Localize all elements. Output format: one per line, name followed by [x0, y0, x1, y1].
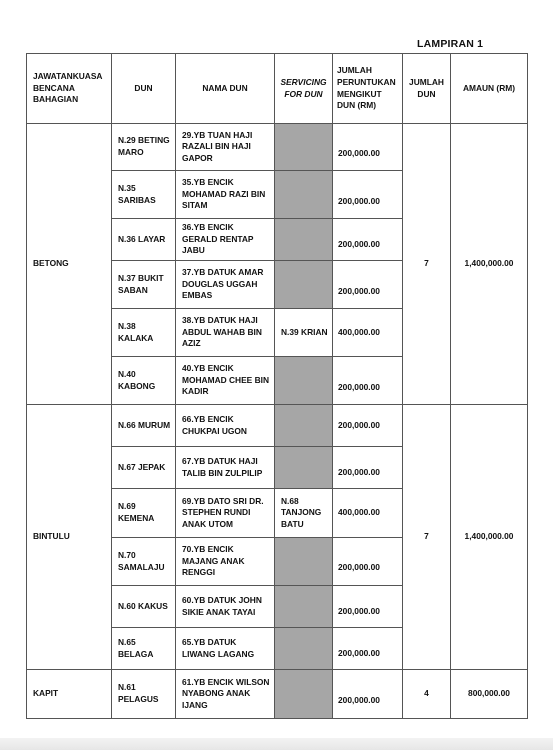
table-row [27, 405, 528, 447]
peruntukan-cell: 400,000.00 [333, 309, 403, 357]
amaun-cell: 1,400,000.00 [451, 124, 528, 405]
servicing-cell [275, 357, 333, 405]
dun-cell: N.38 KALAKA [112, 309, 176, 357]
jumlah-dun-cell: 7 [403, 124, 451, 405]
amaun-cell: 1,400,000.00 [451, 405, 528, 670]
bahagian-cell: KAPIT [27, 670, 112, 719]
peruntukan-cell: 400,000.00 [333, 489, 403, 538]
header-amaun: AMAUN (RM) [451, 54, 528, 124]
peruntukan-cell: 200,000.00 [333, 628, 403, 670]
header-nama-dun: NAMA DUN [176, 54, 275, 124]
nama-dun-cell: 35.YB ENCIK MOHAMAD RAZI BIN SITAM [176, 171, 275, 219]
table-row [27, 670, 528, 719]
jumlah-dun-cell: 7 [403, 405, 451, 670]
servicing-cell [275, 670, 333, 719]
header-jumlah-dun: JUMLAH DUN [403, 54, 451, 124]
dun-cell: N.37 BUKIT SABAN [112, 261, 176, 309]
dun-cell: N.65 BELAGA [112, 628, 176, 670]
nama-dun-cell: 60.YB DATUK JOHN SIKIE ANAK TAYAI [176, 586, 275, 628]
nama-dun-cell: 36.YB ENCIK GERALD RENTAP JABU [176, 219, 275, 261]
allocation-table [26, 53, 528, 719]
peruntukan-cell: 200,000.00 [333, 586, 403, 628]
servicing-cell [275, 261, 333, 309]
header-row [27, 54, 528, 124]
dun-cell: N.61 PELAGUS [112, 670, 176, 719]
servicing-cell [275, 538, 333, 586]
nama-dun-cell: 37.YB DATUK AMAR DOUGLAS UGGAH EMBAS [176, 261, 275, 309]
header-servicing-line1: SERVICING [280, 76, 327, 87]
nama-dun-cell: 65.YB DATUK LIWANG LAGANG [176, 628, 275, 670]
nama-dun-cell: 61.YB ENCIK WILSON NYABONG ANAK IJANG [176, 670, 275, 719]
peruntukan-cell: 200,000.00 [333, 405, 403, 447]
servicing-cell [275, 447, 333, 489]
servicing-cell [275, 171, 333, 219]
peruntukan-cell: 200,000.00 [333, 447, 403, 489]
dun-cell: N.69 KEMENA [112, 489, 176, 538]
servicing-cell [275, 405, 333, 447]
header-jumlah-peruntukan: JUMLAH PERUNTUKAN MENGIKUT DUN (RM) [333, 54, 403, 124]
dun-cell: N.70 SAMALAJU [112, 538, 176, 586]
dun-cell: N.40 KABONG [112, 357, 176, 405]
bahagian-cell: BINTULU [27, 405, 112, 670]
nama-dun-cell: 29.YB TUAN HAJI RAZALI BIN HAJI GAPOR [176, 124, 275, 171]
peruntukan-cell: 200,000.00 [333, 171, 403, 219]
nama-dun-cell: 66.YB ENCIK CHUKPAI UGON [176, 405, 275, 447]
dun-cell: N.29 BETING MARO [112, 124, 176, 171]
page-bottom-edge [0, 738, 553, 750]
header-dun: DUN [112, 54, 176, 124]
dun-cell: N.60 KAKUS [112, 586, 176, 628]
nama-dun-cell: 38.YB DATUK HAJI ABDUL WAHAB BIN AZIZ [176, 309, 275, 357]
nama-dun-cell: 69.YB DATO SRI DR. STEPHEN RUNDI ANAK UTOM [176, 489, 275, 538]
servicing-cell [275, 124, 333, 171]
header-servicing [275, 54, 333, 124]
servicing-cell [275, 586, 333, 628]
amaun-cell: 800,000.00 [451, 670, 528, 719]
nama-dun-cell: 67.YB DATUK HAJI TALIB BIN ZULPILIP [176, 447, 275, 489]
peruntukan-cell: 200,000.00 [333, 261, 403, 309]
peruntukan-cell: 200,000.00 [333, 357, 403, 405]
table-row [27, 124, 528, 171]
servicing-cell [275, 219, 333, 261]
header-jawatankuasa: JAWATANKUASA BENCANA BAHAGIAN [27, 54, 112, 124]
dun-cell: N.36 LAYAR [112, 219, 176, 261]
header-servicing-line2: FOR DUN [284, 88, 323, 99]
nama-dun-cell: 70.YB ENCIK MAJANG ANAK RENGGI [176, 538, 275, 586]
dun-cell: N.67 JEPAK [112, 447, 176, 489]
peruntukan-cell: 200,000.00 [333, 538, 403, 586]
jumlah-dun-cell: 4 [403, 670, 451, 719]
bahagian-cell: BETONG [27, 124, 112, 405]
dun-cell: N.35 SARIBAS [112, 171, 176, 219]
servicing-cell [275, 628, 333, 670]
dun-cell: N.66 MURUM [112, 405, 176, 447]
peruntukan-cell: 200,000.00 [333, 670, 403, 719]
lampiran-label: LAMPIRAN 1 [417, 38, 484, 50]
servicing-cell: N.39 KRIAN [275, 309, 333, 357]
nama-dun-cell: 40.YB ENCIK MOHAMAD CHEE BIN KADIR [176, 357, 275, 405]
servicing-cell: N.68 TANJONG BATU [275, 489, 333, 538]
peruntukan-cell: 200,000.00 [333, 219, 403, 261]
peruntukan-cell: 200,000.00 [333, 124, 403, 171]
